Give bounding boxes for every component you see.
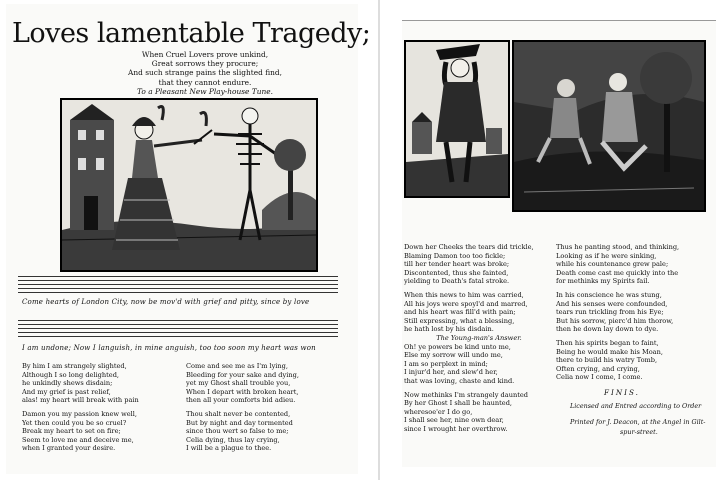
verse-line: I shall see her, nine own dear,	[404, 416, 504, 425]
verse-line: since thou wert so false to me;	[186, 427, 289, 436]
verse-line: Seem to love me and deceive me,	[22, 435, 134, 444]
finis-mark: FINIS.	[604, 388, 640, 397]
lyric-line-2: I am undone; Now I languish, in mine anguish, too too soon my heart was won	[22, 344, 316, 352]
verse-line: Come and see me as I'm lying,	[186, 362, 288, 370]
woodcut-illustration	[514, 42, 704, 210]
verse-line: Bleeding for your sake and dying,	[186, 370, 299, 379]
verse-line: Looking as if he were sinking,	[556, 251, 657, 260]
tune-line: To a Pleasant New Play-house Tune.	[137, 86, 273, 96]
music-staff-1	[18, 276, 338, 296]
page-gutter	[378, 0, 380, 480]
verse-line: But by night and day tormented	[186, 418, 293, 427]
verse-line: since I wrought her overthrow.	[404, 424, 508, 433]
verse-line: Celia dying, thus lay crying,	[186, 435, 280, 444]
woodcut-dying-lover	[512, 40, 706, 212]
verse-line: yet my Ghost shall trouble you,	[186, 379, 291, 388]
woodcut-illustration	[62, 100, 316, 270]
verse-line: I will be a plague to thee.	[186, 444, 272, 453]
verse-line: Damon you my passion knew well,	[22, 409, 137, 418]
ballad-title: Loves lamentable Tragedy;	[12, 18, 371, 49]
right-verse-column-a	[404, 243, 554, 433]
printer-imprint: Printed for J. Deacon, at the Angel in Gilt-	[570, 418, 706, 426]
verse-line: When I depart with broken heart,	[186, 387, 299, 396]
verse-line: In his conscience he was stung,	[556, 290, 662, 299]
right-verse-column-b	[556, 243, 706, 382]
verse-line: Death come cast me quickly into the	[556, 268, 679, 277]
verse-line: then he down lay down to dye.	[556, 325, 659, 334]
subtitle-line: When Cruel Lovers prove unkind,	[141, 50, 269, 59]
lyric-line-1: Come hearts of London City, now be mov'd with grief and pitty, since by love	[22, 298, 310, 306]
verse-line: Else my sorrow will undo me,	[404, 351, 503, 360]
verse-line: while his countenance grew pale;	[556, 260, 669, 269]
left-verse-column-a	[22, 362, 182, 453]
verse-line: But his sorrow, pierc'd him thorow,	[556, 316, 674, 325]
subtitle-line: that they cannot endure.	[158, 77, 252, 87]
verse-line: he unkindly shews disdain;	[22, 379, 113, 388]
verse-line: By him I am strangely slighted,	[22, 362, 127, 370]
section-heading: The Young-man's Answer.	[436, 333, 522, 342]
verse-line: and his heart was fill'd with pain;	[404, 308, 516, 317]
left-verse-column-b	[186, 362, 346, 453]
verse-line: Often crying, and crying,	[556, 364, 640, 373]
verse-line: he hath lost by his disdain.	[404, 325, 494, 334]
verse-line: Still expressing, what a blessing,	[404, 316, 515, 325]
verse-line: I am so perplext in mind;	[404, 359, 488, 368]
woodcut-lady-and-death	[60, 98, 318, 272]
verse-line: that was loving, chaste and kind.	[404, 376, 515, 385]
verse-line: Although I so long delighted,	[22, 370, 120, 379]
music-staff-2	[18, 320, 338, 340]
verse-line: When this news to him was carried,	[404, 290, 524, 299]
subtitle-line: And such strange pains the slighted find,	[128, 68, 282, 78]
verse-line: All his joys were spoyl'd and marred,	[404, 299, 528, 308]
license-line: Licensed and Entred according to Order	[570, 402, 702, 410]
verse-line: Then his spirits began to faint,	[556, 338, 659, 347]
verse-line: wheresoe'er I do go,	[404, 407, 473, 416]
verse-line: I injur'd her, and slew'd her,	[404, 368, 498, 377]
printer-imprint-2: spur-street.	[620, 428, 658, 436]
subtitle-line: Great sorrows they procure;	[151, 59, 259, 69]
verse-line: By her Ghost I shall be haunted,	[404, 399, 513, 408]
verse-line: Thou shalt never be contented,	[186, 409, 291, 418]
verse-line: Oh! ye powers be kind unto me,	[404, 342, 511, 351]
ballad-subtitle	[100, 50, 310, 96]
verse-line: Celia now I come, I come.	[556, 373, 643, 382]
verse-line: alas! my heart will break with pain	[22, 396, 139, 405]
verse-line: Break my heart to set on fire;	[22, 427, 121, 436]
verse-line: Yet then could you be so cruel?	[22, 418, 127, 427]
verse-line: And his senses were confounded,	[556, 299, 668, 308]
woodcut-illustration	[406, 42, 508, 196]
verse-line: then all your comforts bid adieu.	[186, 396, 296, 405]
verse-line: for methinks my Spirits fail.	[556, 277, 650, 286]
verse-line: Down her Cheeks the tears did trickle,	[404, 243, 534, 251]
woodcut-gentleman	[404, 40, 510, 198]
verse-line: And my grief is past relief,	[22, 387, 111, 396]
verse-line: when I granted your desire.	[22, 444, 116, 453]
verse-line: Now methinks I'm strangely daunted	[404, 390, 528, 399]
verse-line: tears run trickling from his Eye;	[556, 308, 664, 317]
verse-line: till her tender heart was broke;	[404, 260, 510, 269]
verse-line: Thus he panting stood, and thinking,	[556, 243, 680, 251]
verse-line: Blaming Damon too too fickle;	[404, 251, 506, 260]
verse-line: yielding to Death's fatal stroke.	[404, 277, 510, 286]
verse-line: there to build his watry Tomb,	[556, 356, 658, 365]
verse-line: Being he would make his Moan,	[556, 347, 663, 356]
verse-line: Discontented, thus she fainted,	[404, 268, 509, 277]
